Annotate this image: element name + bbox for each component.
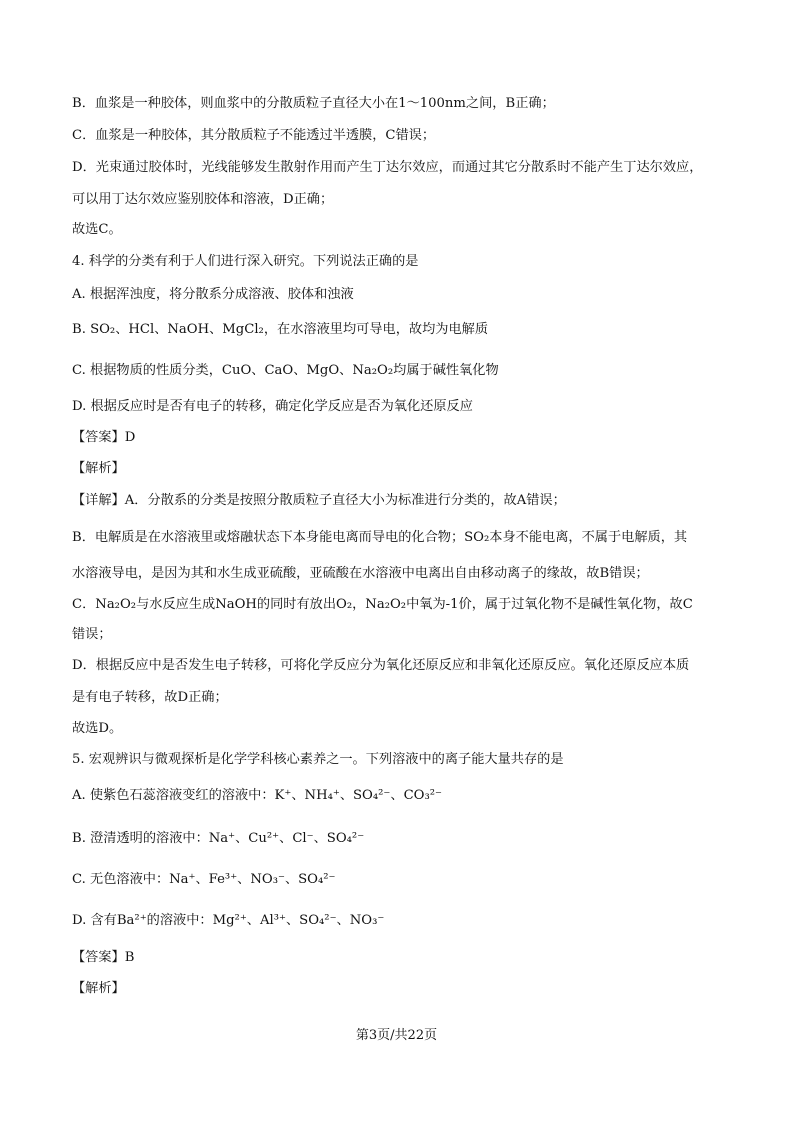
analysis-4-label: 【解析】: [72, 461, 125, 476]
question-5-option-c: C. 无色溶液中：Na⁺、Fe³⁺、NO₃⁻、SO₄²⁻: [72, 872, 336, 887]
analysis-5-label: 【解析】: [72, 981, 125, 996]
question-4-option-b: B. SO₂、HCl、NaOH、MgCl₂，在水溶液里均可导电，故均为电解质: [72, 322, 489, 337]
detail-4-d-cont: 是有电子转移，故D正确；: [72, 690, 228, 705]
text-line-d-tyndall: D．光束通过胶体时，光线能够发生散射作用而产生丁达尔效应，而通过其它分散系时不能产生丁达尔效应，: [72, 160, 703, 175]
detail-4-c-cont: 错误；: [72, 627, 112, 642]
text-line-c-plasma: C．血浆是一种胶体，其分散质粒子不能透过半透膜，C错误；: [72, 128, 436, 143]
question-4-option-c: C. 根据物质的性质分类，CuO、CaO、MgO、Na₂O₂均属于碱性氧化物: [72, 363, 499, 378]
question-5-stem: 5. 宏观辨识与微观探析是化学学科核心素养之一。下列溶液中的离子能大量共存的是: [72, 752, 564, 767]
detail-4-c: C．Na₂O₂与水反应生成NaOH的同时有放出O₂，Na₂O₂中氧为-1价，属于过氧化物不是碱性氧化物，故C: [72, 597, 693, 612]
page-footer: 第3页/共22页: [355, 1028, 438, 1043]
answer-5: 【答案】B: [72, 950, 135, 965]
question-5-option-d: D. 含有Ba²⁺的溶液中：Mg²⁺、Al³⁺、SO₄²⁻、NO₃⁻: [72, 913, 385, 928]
question-4-option-d: D. 根据反应时是否有电子的转移，确定化学反应是否为氧化还原反应: [72, 399, 473, 414]
text-line-choose-c: 故选C。: [72, 222, 122, 237]
detail-4-a: 【详解】A．分散系的分类是按照分散质粒子直径大小为标准进行分类的，故A错误；: [72, 493, 566, 508]
detail-4-b: B．电解质是在水溶液里或熔融状态下本身能电离而导电的化合物；SO₂本身不能电离，不属于电解质，其: [72, 530, 688, 545]
question-4-stem: 4. 科学的分类有利于人们进行深入研究。下列说法正确的是: [72, 254, 419, 269]
answer-4: 【答案】D: [72, 430, 136, 445]
question-5-option-b: B. 澄清透明的溶液中：Na⁺、Cu²⁺、Cl⁻、SO₄²⁻: [72, 831, 365, 846]
question-4-option-a: A. 根据浑浊度，将分散系分成溶液、胶体和浊液: [72, 287, 354, 302]
text-line-b-plasma: B．血浆是一种胶体，则血浆中的分散质粒子直径大小在1～100nm之间，B正确；: [72, 96, 555, 111]
detail-4-d: D．根据反应中是否发生电子转移，可将化学反应分为氧化还原反应和非氧化还原反应。氧化还原反应本质: [72, 658, 690, 673]
text-line-d-tyndall-cont: 可以用丁达尔效应鉴别胶体和溶液，D正确；: [72, 192, 334, 207]
question-5-option-a: A. 使紫色石蕊溶液变红的溶液中：K⁺、NH₄⁺、SO₄²⁻、CO₃²⁻: [72, 788, 443, 803]
detail-4-choose-d: 故选D。: [72, 721, 123, 736]
detail-4-b-cont: 水溶液导电，是因为其和水生成亚硫酸，亚硫酸在水溶液中电离出自由移动离子的缘故，故B错误；: [72, 566, 649, 581]
